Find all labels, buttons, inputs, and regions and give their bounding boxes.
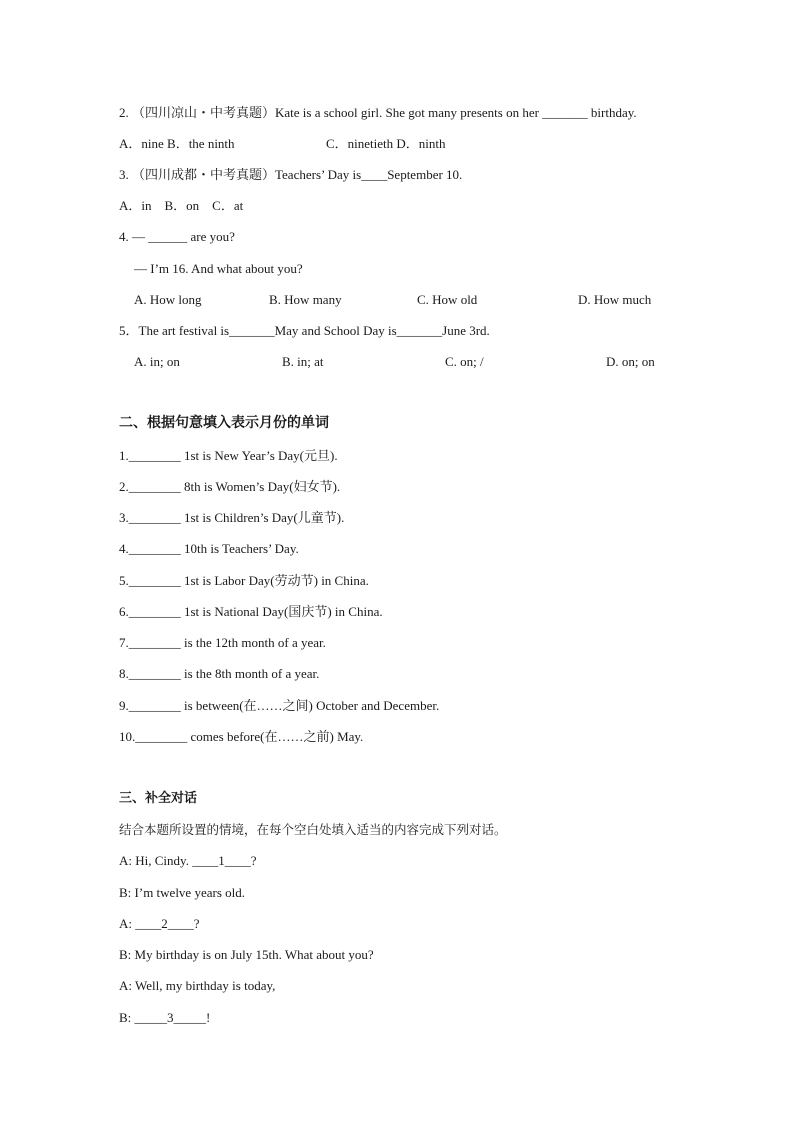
- question-2-options: [119, 136, 719, 152]
- dialogue-line: A: ____2____?: [119, 916, 200, 931]
- fill-item: 8.________ is the 8th month of a year.: [119, 666, 320, 681]
- question-3-options: A．in B．on C．at: [119, 198, 244, 213]
- dialogue-line: B: _____3_____!: [119, 1010, 211, 1025]
- fill-item: 9.________ is between(在……之间) October and December.: [119, 698, 440, 713]
- option-b: B. in; at: [282, 354, 324, 369]
- fill-item: 6.________ 1st is National Day(国庆节) in China.: [119, 604, 383, 619]
- fill-item: 2.________ 8th is Women’s Day(妇女节).: [119, 479, 341, 494]
- fill-item: 4.________ 10th is Teachers’ Day.: [119, 541, 299, 556]
- fill-item: 3.________ 1st is Children’s Day(儿童节).: [119, 510, 345, 525]
- dialogue-line: A: Hi, Cindy. ____1____?: [119, 853, 257, 868]
- dialogue-line: B: I’m twelve years old.: [119, 885, 245, 900]
- option-d: D. on; on: [606, 354, 655, 369]
- question-5-stem: 5．The art festival is_______May and School Day is_______June 3rd.: [119, 323, 490, 338]
- option-c: C. on; /: [445, 354, 484, 369]
- option-group: A．nine B．the ninth: [119, 136, 235, 151]
- fill-item: 5.________ 1st is Labor Day(劳动节) in China.: [119, 573, 369, 588]
- question-4-line-1: 4. — ______ are you?: [119, 229, 235, 244]
- question-2-stem: 2. （四川凉山・中考真题）Kate is a school girl. She got many presents on her _______ birthday.: [119, 105, 637, 120]
- option-c: C. How old: [417, 292, 478, 307]
- question-4-options: [134, 292, 734, 308]
- question-4-line-2: — I’m 16. And what about you?: [134, 261, 303, 276]
- fill-item: 7.________ is the 12th month of a year.: [119, 635, 326, 650]
- option-b: B. How many: [269, 292, 342, 307]
- section-2-heading: 二、根据句意填入表示月份的单词: [119, 415, 329, 431]
- dialogue-line: A: Well, my birthday is today,: [119, 978, 276, 993]
- fill-item: 1.________ 1st is New Year’s Day(元旦).: [119, 448, 338, 463]
- question-3-stem: 3. （四川成都・中考真题）Teachers’ Day is____September 10.: [119, 167, 463, 182]
- option-d: D. How much: [578, 292, 652, 307]
- section-3-instruction: 结合本题所设置的情境，在每个空白处填入适当的内容完成下列对话。: [119, 822, 507, 837]
- section-3-heading: 三、补全对话: [119, 791, 198, 806]
- option-group: C．ninetieth D．ninth: [326, 136, 446, 151]
- dialogue-line: B: My birthday is on July 15th. What about you?: [119, 947, 374, 962]
- option-a: A. How long: [134, 292, 202, 307]
- question-5-options: [134, 354, 734, 370]
- fill-item: 10.________ comes before(在……之前) May.: [119, 729, 364, 744]
- option-a: A. in; on: [134, 354, 180, 369]
